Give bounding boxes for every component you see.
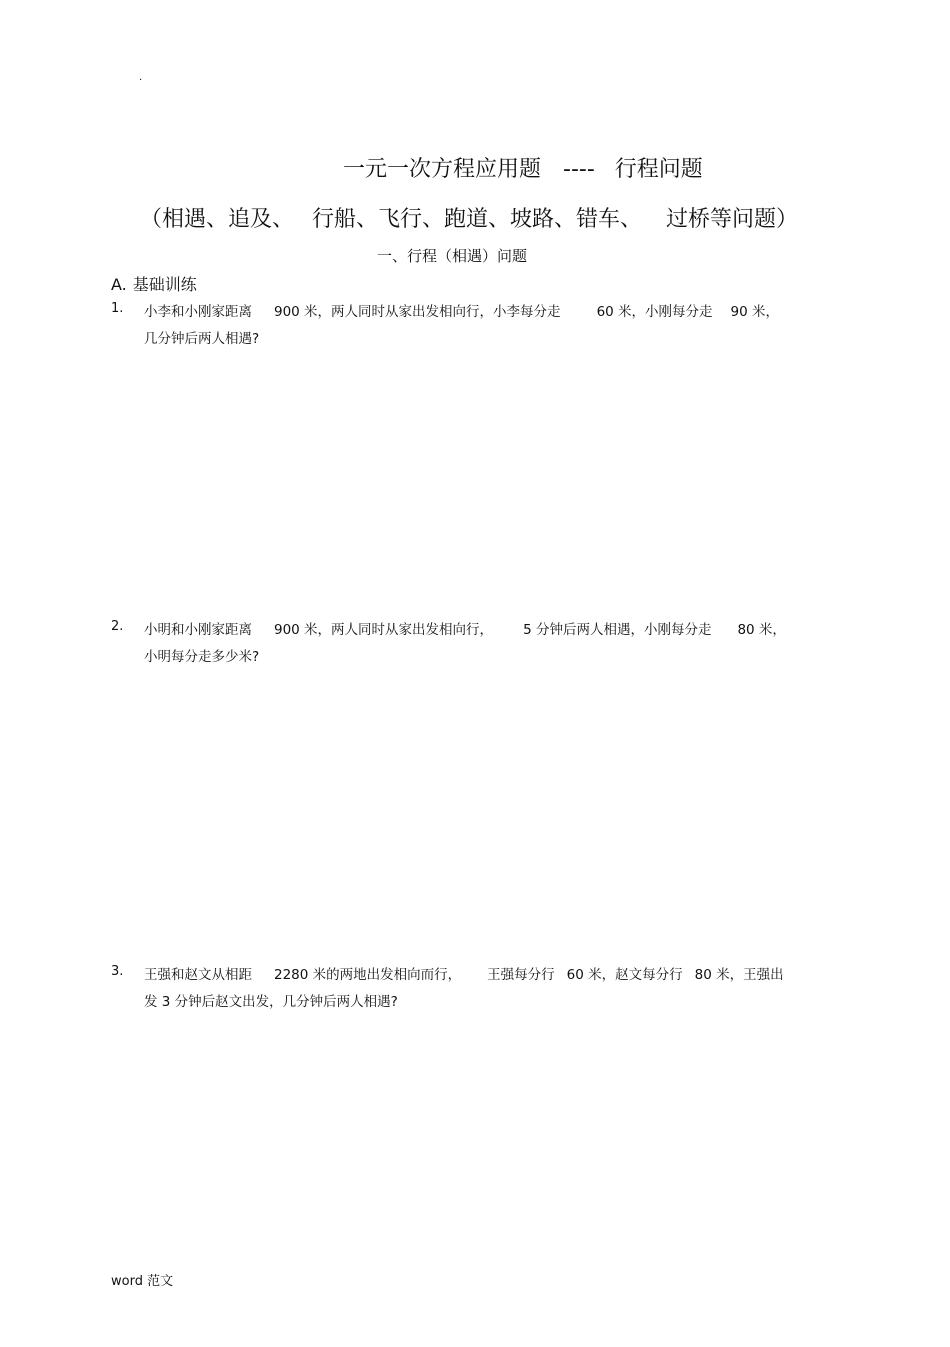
- question-number: 1.: [111, 301, 124, 316]
- page-subtitle: [140, 202, 798, 233]
- subsection-marker: A.: [111, 275, 127, 294]
- question-text-segment: 60 米，小刚每分走: [596, 304, 713, 320]
- question-text-segment: 80 米，王强出: [694, 967, 784, 983]
- title-main-part2: 行程问题: [614, 157, 703, 182]
- question-3-line2: 发 3 分钟后赵文出发，几分钟后两人相遇?: [144, 994, 398, 1010]
- question-text-segment: 90 米，: [730, 304, 780, 320]
- question-text-segment: 900 米，两人同时从家出发相向行，: [274, 622, 494, 638]
- question-text-segment: 王强和赵文从相距: [144, 967, 252, 983]
- question-text-segment: 900 米，两人同时从家出发相向行，小李每分走: [274, 304, 561, 320]
- title-sub-part3: 过桥等问题）: [666, 207, 799, 232]
- question-2-line2: 小明每分走多少米?: [144, 649, 260, 665]
- header-dot: .: [139, 72, 143, 83]
- title-sub-part1: （相遇、追及、: [140, 207, 295, 232]
- subsection-title: [111, 272, 197, 295]
- question-text-segment: 小明和小刚家距离: [144, 622, 252, 638]
- title-sub-part2: 行船、飞行、跑道、坡路、错车、: [312, 207, 643, 232]
- section-title: 一、行程（相遇）问题: [377, 247, 528, 265]
- question-1-line1: [144, 300, 779, 320]
- question-2-line1: [144, 618, 786, 638]
- subsection-label: 基础训练: [132, 275, 197, 294]
- question-text-segment: 60 米，赵文每分行: [566, 967, 683, 983]
- title-main-part1: 一元一次方程应用题: [343, 157, 542, 182]
- question-1-line2: 几分钟后两人相遇?: [144, 331, 260, 347]
- question-text-segment: 小李和小刚家距离: [144, 304, 252, 320]
- question-text-segment: 2280 米的两地出发相向而行，: [274, 967, 462, 983]
- footer-text: word 范文: [111, 1274, 174, 1289]
- question-3-line1: [144, 963, 784, 983]
- page-title: [343, 152, 703, 183]
- question-text-segment: 80 米，: [737, 622, 786, 638]
- question-number: 2.: [111, 619, 124, 634]
- title-main-dashes: ----: [563, 157, 595, 182]
- question-text-segment: 王强每分行: [487, 967, 555, 983]
- question-number: 3.: [111, 964, 124, 979]
- question-text-segment: 5 分钟后两人相遇，小刚每分走: [523, 622, 712, 638]
